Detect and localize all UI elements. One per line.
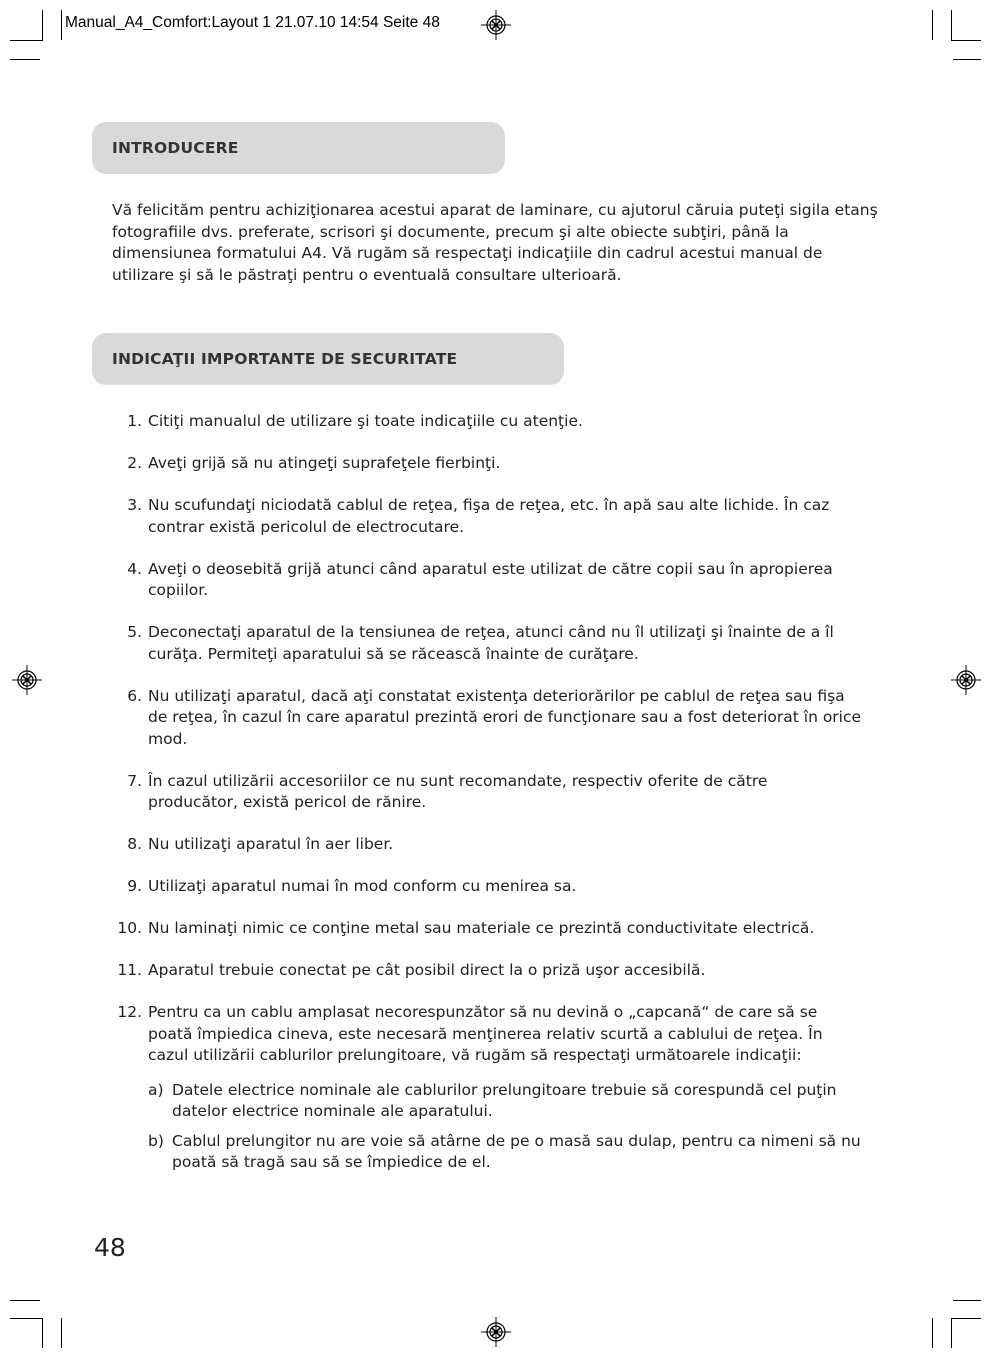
crop-mark — [932, 1318, 933, 1348]
item-text: Aveţi grijă să nu atingeţi suprafeţele fierbinţi. — [148, 454, 501, 472]
list-item — [112, 960, 862, 982]
safety-list — [112, 411, 862, 1194]
list-item — [112, 686, 862, 751]
item-text: Utilizaţi aparatul numai în mod conform cu menirea sa. — [148, 877, 577, 895]
item-number: 4. — [127, 559, 142, 578]
item-number: 9. — [127, 877, 142, 895]
list-item — [112, 834, 862, 856]
crop-mark — [61, 10, 62, 40]
crop-mark — [10, 40, 43, 41]
crop-mark — [951, 10, 952, 40]
crop-mark — [953, 59, 981, 60]
sub-item-text: Cablul prelungitor nu are voie să atârne de pe o masă sau dulap, pentru ca nimeni să nu poată să tragă sau să se împiedice de el. — [172, 1131, 861, 1171]
list-item — [112, 876, 862, 898]
item-text: Deconectaţi aparatul de la tensiunea de reţea, atunci când nu îl utilizaţi şi înainte de a îl curăţa. Permiteţi aparatului să se răcească înainte de curăţare. — [148, 623, 834, 663]
sub-item-label: a) — [148, 1080, 164, 1099]
intro-text: Vă felicităm pentru achiziţionarea acestui aparat de laminare, cu ajutorul căruia puteţi sigila etanş fotografiile dvs. preferate, scrisori şi documente, precum şi alte obiecte subţiri, până la dimensiunea formatului A4. Vă rugăm să respectaţi indicaţiile din cadrul acestui manual de utilizare şi să le păstraţi pentru o eventuală consultare ulterioară. — [112, 201, 878, 284]
print-slug: Manual_A4_Comfort:Layout 1 21.07.10 14:54 Seite 48 — [65, 14, 440, 31]
item-number: 12. — [117, 1003, 142, 1021]
item-number: 8. — [127, 835, 142, 853]
item-number: 1. — [127, 412, 142, 430]
item-number: 6. — [127, 686, 142, 705]
registration-mark-icon — [481, 10, 511, 40]
list-item — [112, 495, 862, 538]
sub-list-item — [148, 1080, 862, 1123]
list-item — [112, 918, 862, 940]
crop-mark — [42, 10, 43, 40]
registration-mark-icon — [12, 665, 42, 695]
safety-heading — [92, 333, 564, 385]
crop-mark — [10, 59, 40, 60]
intro-paragraph — [112, 200, 882, 286]
item-number: 5. — [127, 623, 142, 641]
item-text: Aveţi o deosebită grijă atunci când aparatul este utilizat de către copii sau în apropierea copiilor. — [148, 559, 833, 599]
item-number: 7. — [127, 771, 142, 790]
sub-list — [148, 1080, 862, 1174]
item-text: Citiţi manualul de utilizare şi toate indicaţiile cu atenţie. — [148, 412, 583, 430]
item-number: 10. — [117, 919, 142, 937]
item-text: Nu utilizaţi aparatul, dacă aţi constatat existenţa deteriorărilor pe cablul de reţea sau fişa de reţea, în cazul în care aparatul prezintă erori de funcţionare sau a fost deteriorat în orice mod. — [148, 686, 862, 748]
item-text: În cazul utilizării accesoriilor ce nu sunt recomandate, respectiv oferite de către producător, există pericol de rănire. — [148, 771, 768, 811]
intro-heading-label: INTRODUCERE — [112, 139, 239, 157]
crop-mark — [42, 1318, 43, 1348]
registration-mark-icon — [951, 665, 981, 695]
sub-item-text: Datele electrice nominale ale cablurilor prelungitoare trebuie să corespundă cel puţin datelor electrice nominale ale aparatului. — [172, 1080, 837, 1120]
item-text: Nu laminaţi nimic ce conţine metal sau materiale ce prezintă conductivitate electrică. — [148, 919, 815, 937]
item-text: Pentru ca un cablu amplasat necorespunzător să nu devină o „capcană“ de care să se poată împiedica cineva, este necesară menţinerea relativ scurtă a cablului de reţea. În cazul utilizării cablurilor prelungitoare, vă rugăm să respectaţi următoarele indicaţii: — [148, 1003, 823, 1064]
crop-mark — [951, 1318, 981, 1319]
page-number: 48 — [94, 1233, 126, 1262]
intro-heading — [92, 122, 505, 174]
safety-heading-label: INDICAŢII IMPORTANTE DE SECURITATE — [112, 350, 458, 368]
registration-mark-icon — [481, 1317, 511, 1347]
list-item — [112, 1002, 862, 1174]
list-item — [112, 559, 862, 602]
crop-mark — [953, 1300, 981, 1301]
crop-mark — [61, 1318, 62, 1348]
sub-item-label: b) — [148, 1131, 164, 1150]
list-item — [112, 453, 862, 475]
item-number: 3. — [127, 496, 142, 514]
item-number: 11. — [117, 961, 142, 979]
sub-list-item — [148, 1131, 862, 1174]
crop-mark — [932, 10, 933, 40]
item-text: Aparatul trebuie conectat pe cât posibil direct la o priză uşor accesibilă. — [148, 961, 706, 979]
crop-mark — [10, 1300, 40, 1301]
crop-mark — [951, 1318, 952, 1348]
item-text: Nu utilizaţi aparatul în aer liber. — [148, 835, 394, 853]
list-item — [112, 771, 862, 814]
list-item — [112, 622, 862, 665]
crop-mark — [951, 40, 981, 41]
list-item — [112, 411, 862, 433]
item-number: 2. — [127, 454, 142, 472]
crop-mark — [10, 1318, 43, 1319]
item-text: Nu scufundaţi niciodată cablul de reţea, fişa de reţea, etc. în apă sau alte lichide. În caz contrar există pericolul de electrocutare. — [148, 496, 830, 536]
